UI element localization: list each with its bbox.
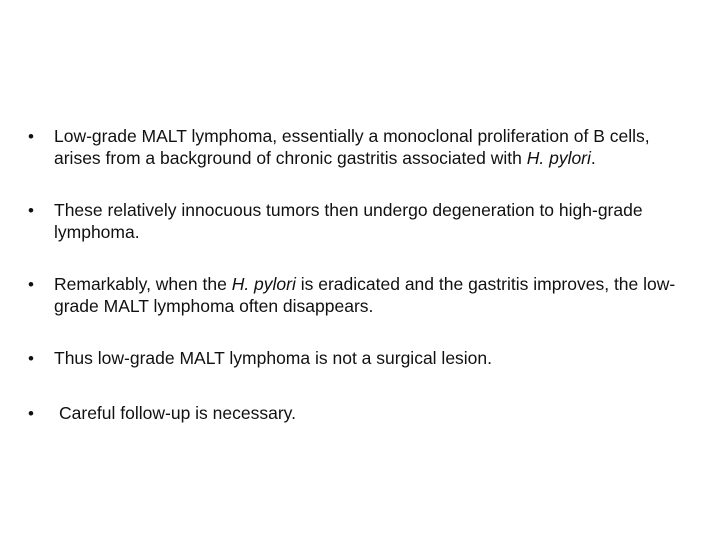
bullet-item: [28, 403, 688, 425]
bullet-text: Thus low-grade MALT lymphoma is not a surgical lesion.: [54, 348, 493, 368]
bullet-item: [28, 348, 688, 370]
bullet-item: [28, 126, 688, 169]
bullet-item: [28, 200, 688, 243]
italic-term: H. pylori: [526, 147, 591, 168]
bullet-list: [28, 126, 688, 424]
bullet-dot: •: [28, 403, 34, 423]
bullet-dot: •: [28, 275, 34, 294]
bullet-item: [28, 274, 688, 317]
bullet-dot: •: [28, 201, 34, 220]
bullet-text: These relatively innocuous tumors then undergo degeneration to high-grade lymphoma.: [54, 200, 643, 242]
bullet-text: Remarkably, when the H. pylori is eradicated and the gastritis improves, the low-grade MALT lymphoma often disappears.: [54, 274, 676, 316]
bullet-text: Careful follow-up is necessary.: [59, 402, 296, 423]
bullet-dot: •: [28, 127, 34, 146]
bullet-dot: •: [28, 349, 34, 368]
italic-term: H. pylori: [231, 274, 296, 294]
bullet-text: Low-grade MALT lymphoma, essentially a monoclonal proliferation of B cells, arises from a background of chronic gastritis associated with H. pylori.: [54, 126, 650, 168]
